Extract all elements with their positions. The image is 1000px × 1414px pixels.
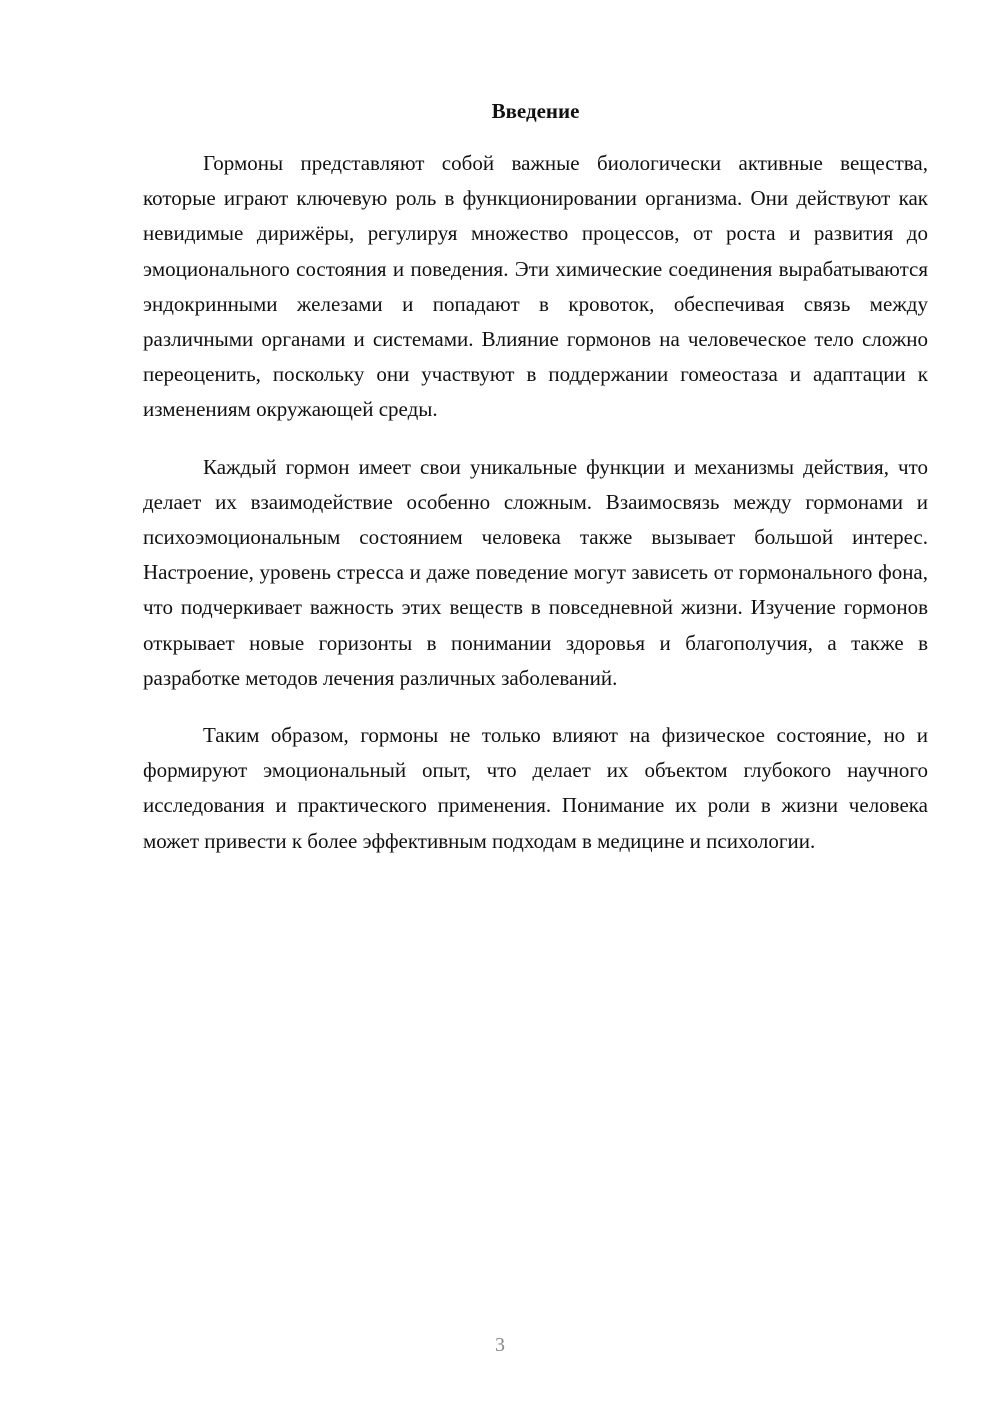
page-content <box>143 96 928 881</box>
paragraph-3: Таким образом, гормоны не только влияют на физическое состояние, но и формируют эмоциональный опыт, что делает их объектом глубокого научного исследования и практического применения. Понимание их роли в жизни человека может привести к более эффективным подходам в медицине и психологии. <box>143 723 928 853</box>
paragraph-2: Каждый гормон имеет свои уникальные функции и механизмы действия, что делает их взаимодействие особенно сложным. Взаимосвязь между гормонами и психоэмоциональным состоянием человека также вызывает большой интерес. Настроение, уровень стресса и даже поведение могут зависеть от гормонального фона, что подчеркивает важность этих веществ в повседневной жизни. Изучение гормонов открывает новые горизонты в понимании здоровья и благополучия, а также в разработке методов лечения различных заболеваний. <box>143 454 928 690</box>
page-title: Введение <box>491 99 580 123</box>
paragraph-1: Гормоны представляют собой важные биологически активные вещества, которые играют ключевую роль в функционировании организма. Они действуют как невидимые дирижёры, регулируя множество процессов, от роста и развития до эмоционального состояния и поведения. Эти химические соединения вырабатываются эндокринными железами и попадают в кровоток, обеспечивая связь между различными органами и системами. Влияние гормонов на человеческое тело сложно переоценить, поскольку они участвуют в поддержании гомеостаза и адаптации к изменениям окружающей среды. <box>143 151 928 422</box>
page-number: 3 <box>495 1334 505 1356</box>
